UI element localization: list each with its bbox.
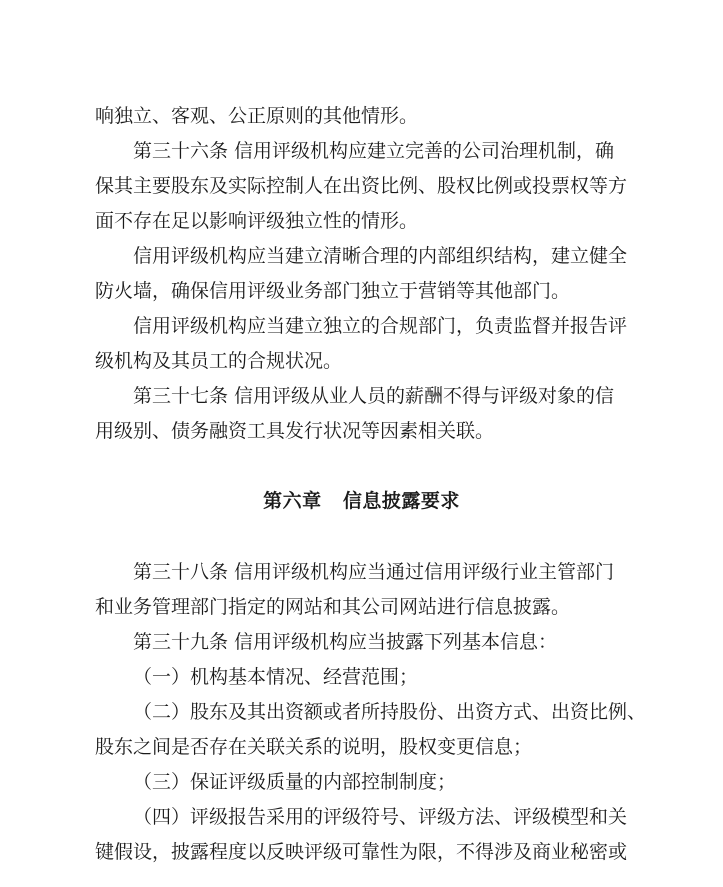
list-item-1: （一）机构基本情况、经营范围； [133,666,419,688]
paragraph-line: 和业务管理部门指定的网站和其公司网站进行信息披露。 [95,596,571,618]
article-39-line: 第三十九条 信用评级机构应当披露下列基本信息： [133,631,558,653]
paragraph-line: 面不存在足以影响评级独立性的情形。 [95,210,419,232]
paragraph-line: 响独立、客观、公正原则的其他情形。 [95,105,419,127]
list-item-2: （二）股东及其出资额或者所持股份、出资方式、出资比例、 [133,701,647,723]
article-38-line: 第三十八条 信用评级机构应当通过信用评级行业主管部门 [133,561,615,583]
paragraph-line: 防火墙，确保信用评级业务部门独立于营销等其他部门。 [95,280,571,302]
paragraph-line: 级机构及其员工的合规状况。 [95,350,343,372]
article-37-line: 第三十七条 信用评级从业人员的薪酬不得与评级对象的信 [133,385,615,407]
chapter-heading: 第六章 信息披露要求 [263,490,460,512]
list-item-3: （三）保证评级质量的内部控制制度； [133,771,457,793]
paragraph-line: 股东之间是否存在关联关系的说明，股权变更信息； [95,736,533,758]
paragraph-line: 用级别、债务融资工具发行状况等因素相关联。 [95,420,495,442]
paragraph-line: 键假设，披露程度以反映评级可靠性为限，不得涉及商业秘密或 [95,841,628,863]
list-item-4: （四）评级报告采用的评级符号、评级方法、评级模型和关 [133,806,628,828]
paragraph-line: 保其主要股东及实际控制人在出资比例、股权比例或投票权等方 [95,175,628,197]
paragraph-line: 信用评级机构应当建立清晰合理的内部组织结构，建立健全 [133,245,628,267]
paragraph-line: 信用评级机构应当建立独立的合规部门，负责监督并报告评 [133,315,628,337]
article-36-line: 第三十六条 信用评级机构应建立完善的公司治理机制，确 [133,140,615,162]
